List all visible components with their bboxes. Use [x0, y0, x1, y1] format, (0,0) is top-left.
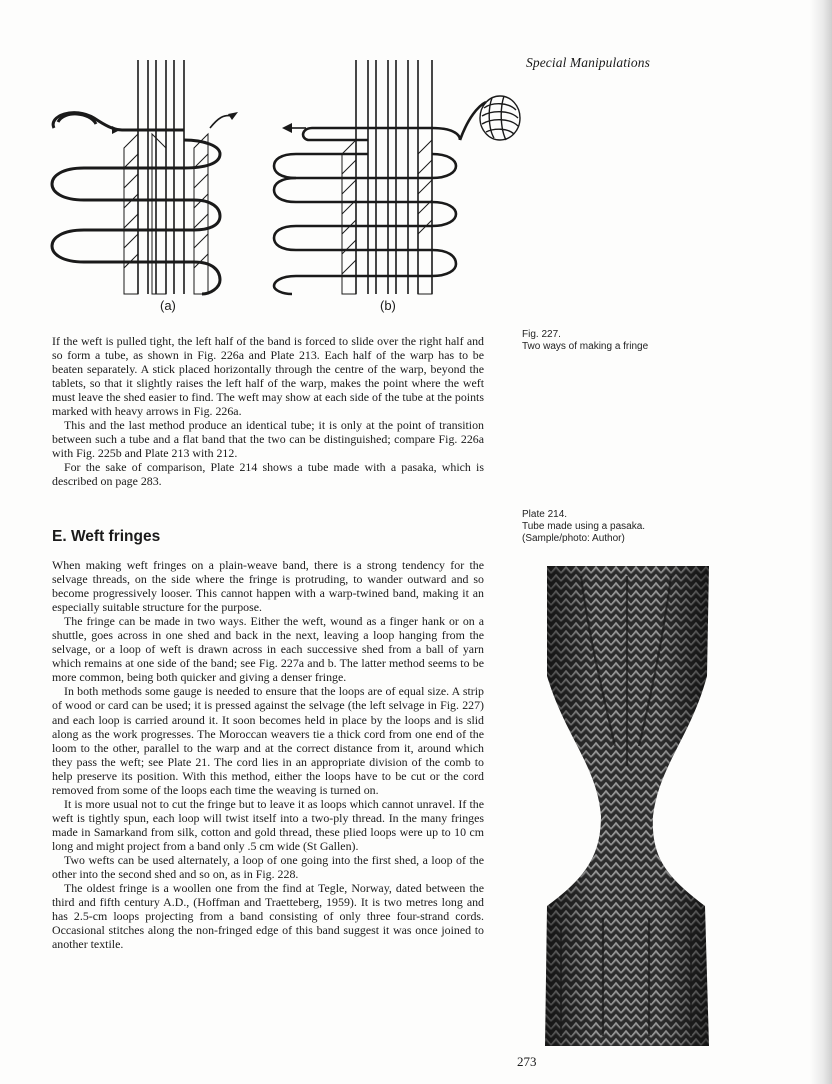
page-edge-shadow [810, 0, 832, 1084]
figure-caption [522, 329, 648, 353]
plate-caption [522, 509, 645, 545]
plate-credit: (Sample/photo: Author) [522, 533, 625, 544]
paragraph: In both methods some gauge is needed to ensure that the loops are of equal size. A strip of wood or card can be used; it is pressed against the selvage (the left selvage in Fig. 227) and each loop is carried around it. It soon becomes held in place by the loops and is slid along as the work progresses. The Moroccan weavers tie a thick cord from one end of the loom to the other, parallel to the warp and at the correct distance from it, around which they pass the weft; see Plate 21. The cord lies in an appropriate division of the comb to help preserve its position. With this method, either the loops have to be cut or the cord removed from some of the loops each time the weaving is turned on. [52, 684, 484, 797]
plate-number: Plate 214. [522, 509, 568, 520]
plate-title: Tube made using a pasaka. [522, 521, 646, 532]
figure-227a-illustration [44, 58, 244, 298]
running-head: Special Manipulations [526, 55, 650, 70]
section-body-text [52, 558, 484, 951]
paragraph: The oldest fringe is a woollen one from the find at Tegle, Norway, dated between the third and fifth century A.D., (Hoffman and Traetteberg, 1959). It is two metres long and has 2.5-cm loops projecting from a band consisting of only three four-strand cords. Occasional stitches along the non-fringed edge of this band suggest it was once joined to another textile. [52, 881, 484, 952]
section-heading: E. Weft fringes [52, 528, 161, 545]
figure-caption-number: Fig. 227. [522, 329, 561, 340]
paragraph: It is more usual not to cut the fringe but to leave it as loops which cannot unravel. If the weft is tightly spun, each loop will twist itself into a two-ply thread. In the many fringes made in Samarkand from silk, cotton and gold thread, these plied loops were up to 10 cm long and might project from a band only .5 cm wide (St Gallen). [52, 796, 484, 853]
paragraph: This and the last method produce an identical tube; it is only at the point of transition between such a tube and a flat band that the two can be distinguished; compare Fig. 226a with Fig. 225b and Plate 213 with 212. [52, 418, 484, 461]
page-number: 273 [517, 1054, 537, 1069]
figure-label-b: (b) [380, 298, 396, 313]
paragraph: If the weft is pulled tight, the left half of the band is forced to slide over the right half and so form a tube, as shown in Fig. 226a and Plate 213. Each half of the warp has to be beaten separately. A stick placed horizontally through the centre of the warp, beyond the tablets, so that it slightly raises the left half of the warp, makes the point where the weft must leave the shed easier to find. The weft may show at each side of the tube at the points marked with heavy arrows in Fig. 226a. [52, 334, 484, 419]
plate-214-photo [541, 566, 713, 1046]
figure-label-a: (a) [160, 298, 176, 313]
figure-caption-text: Two ways of making a fringe [522, 341, 649, 352]
figure-227b-illustration [272, 58, 522, 298]
upper-body-text [52, 334, 484, 489]
paragraph: Two wefts can be used alternately, a loop of one going into the first shed, a loop of the other into the second shed and so on, as in Fig. 228. [52, 852, 484, 882]
paragraph: When making weft fringes on a plain-weave band, there is a strong tendency for the selvage threads, on the side where the fringe is protruding, to wander outward and so become progressively looser. This cannot happen with a warp-twined band, making it an especially suitable structure for the purpose. [52, 558, 484, 615]
paragraph: The fringe can be made in two ways. Either the weft, wound as a finger hank or on a shuttle, goes across in one shed and back in the next, leaving a loop hanging from the selvage, or a loop of weft is drawn across in each successive shed from a ball of yarn which remains at one side of the band; see Fig. 227a and b. The latter method seems to be more common, being both quicker and giving a denser fringe. [52, 614, 484, 685]
paragraph: For the sake of comparison, Plate 214 shows a tube made with a pasaka, which is described on page 283. [52, 460, 484, 489]
